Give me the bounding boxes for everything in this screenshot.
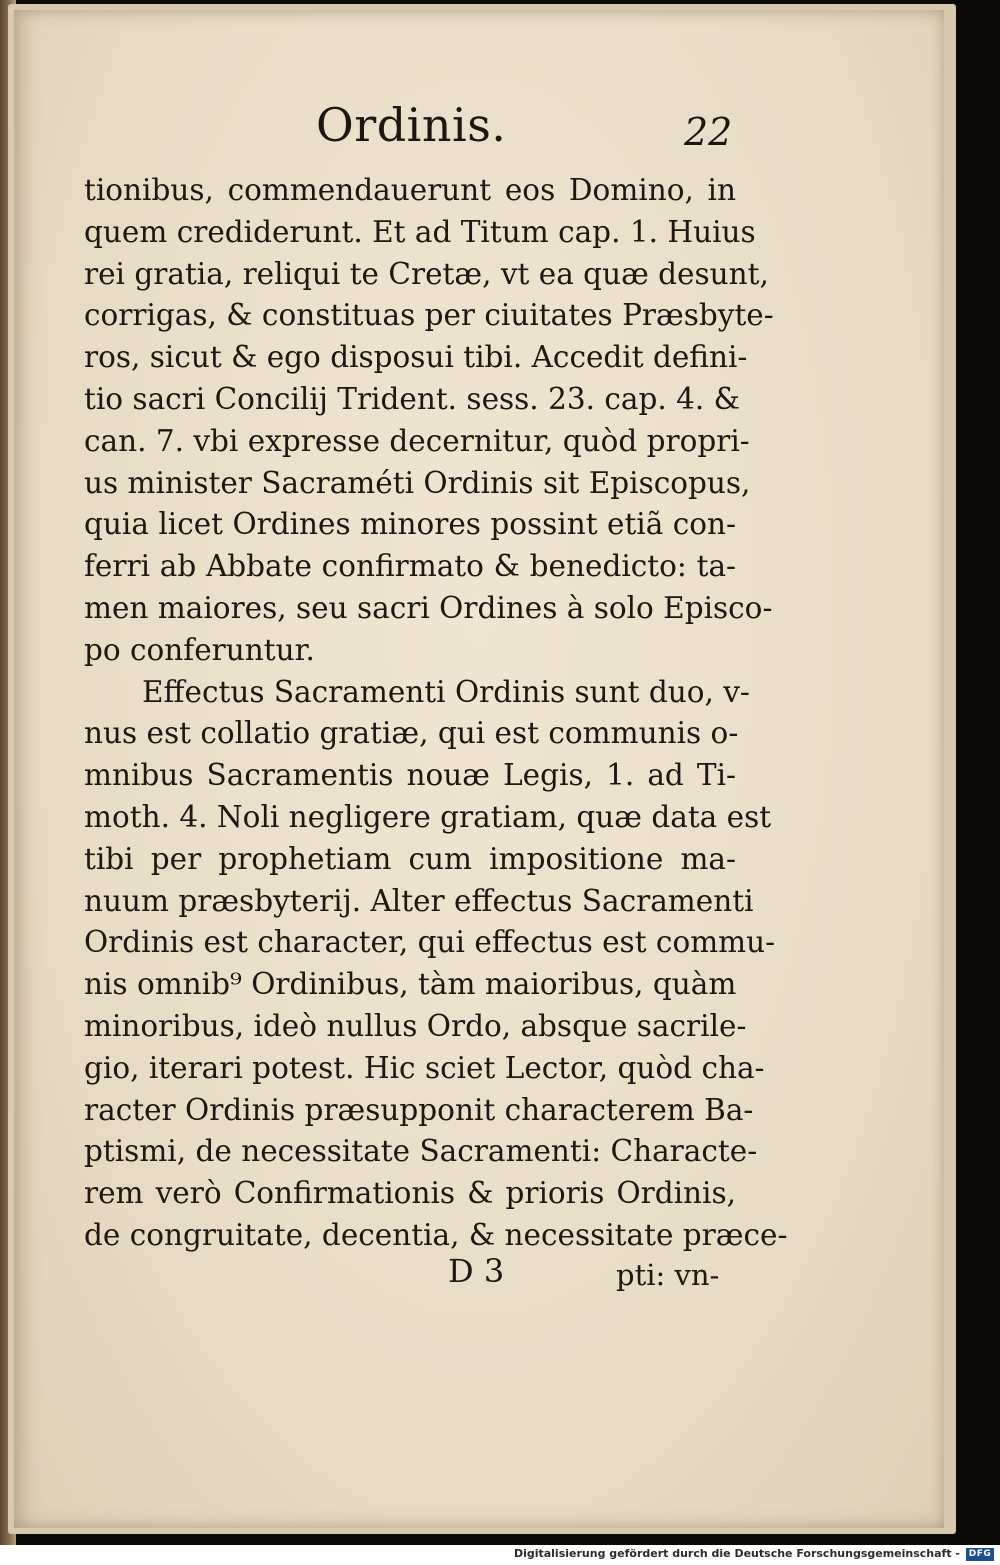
text-line: Ordinis est character, qui effectus est commu- (84, 925, 776, 960)
body-text (84, 170, 788, 1257)
text-line: po conferuntur. (84, 632, 315, 667)
text-line: racter Ordinis præsupponit characterem Ba- (84, 1092, 754, 1127)
funding-notice: Digitalisierung gefördert durch die Deutsche Forschungsgemeinschaft - (513, 1547, 960, 1560)
text-line: rei gratia, reliqui te Cretæ, vt ea quæ desunt, (84, 256, 769, 291)
text-line: gio, iterari potest. Hic sciet Lector, quòd cha- (84, 1050, 765, 1085)
text-line: ferri ab Abbate confirmato & benedicto: ta- (84, 549, 736, 584)
text-line: ptismi, de necessitate Sacramenti: Characte- (84, 1134, 758, 1169)
text-line: men maiores, seu sacri Ordines à solo Episco- (84, 590, 773, 625)
text-line: us minister Sacraméti Ordinis sit Episcopus, (84, 465, 751, 500)
text-line: can. 7. vbi expresse decernitur, quòd propri- (84, 423, 750, 458)
text-line: nis omnib⁹ Ordinibus, tàm maioribus, quàm (84, 967, 737, 1002)
page-number: 22 (684, 110, 733, 154)
text-line: tio sacri Concilij Trident. sess. 23. cap. 4. & (84, 381, 740, 416)
text-line: minoribus, ideò nullus Ordo, absque sacrile- (84, 1008, 747, 1043)
text-line: nus est collatio gratiæ, qui est communis o- (84, 716, 739, 751)
text-line: quia licet Ordines minores possint etiã con- (84, 507, 736, 542)
text-line: mnibus Sacramentis nouæ Legis, 1. ad Ti- (84, 758, 736, 793)
running-head: Ordinis. (316, 98, 507, 152)
text-line: ros, sicut & ego disposui tibi. Accedit defini- (84, 340, 748, 375)
text-line: tibi per prophetiam cum impositione ma- (84, 841, 736, 876)
catchword: pti: vn- (616, 1258, 720, 1292)
dfg-logo-icon: DFG (966, 1548, 994, 1561)
text-line: corrigas, & constituas per ciuitates Præsbyte- (84, 298, 774, 333)
footer-bar (0, 1545, 1000, 1565)
text-line: quem crediderunt. Et ad Titum cap. 1. Huius (84, 214, 756, 249)
text-line: Effectus Sacramenti Ordinis sunt duo, v- (142, 674, 750, 709)
text-line: de congruitate, decentia, & necessitate præce- (84, 1217, 788, 1252)
text-line: rem verò Confirmationis & prioris Ordinis, (84, 1176, 736, 1211)
text-line: moth. 4. Noli negligere gratiam, quæ data est (84, 799, 772, 834)
text-line: nuum præsbyterij. Alter effectus Sacramenti (84, 883, 754, 918)
signature-mark: D 3 (448, 1252, 505, 1290)
text-line: tionibus, commendauerunt eos Domino, in (84, 173, 736, 207)
